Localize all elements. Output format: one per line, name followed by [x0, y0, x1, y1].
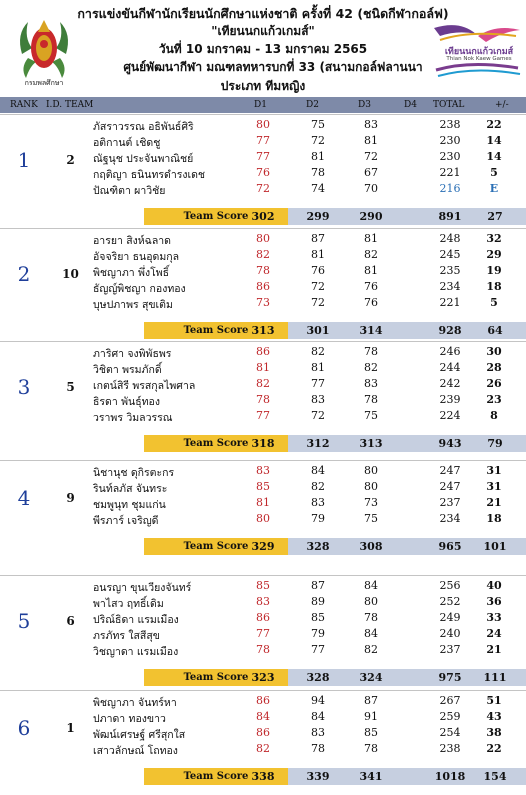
score-d1: 86 — [256, 345, 270, 358]
team-score-row — [93, 669, 526, 686]
score-d2: 87 — [311, 232, 325, 245]
player-row — [93, 294, 526, 310]
player-row — [93, 478, 526, 494]
player-name: พิชญาภา พึ่งโพธิ์ — [93, 267, 170, 279]
player-name: ภรภัทร ใสสีสุข — [93, 630, 160, 642]
team-score-total: 891 — [438, 210, 462, 223]
player-row — [93, 132, 526, 148]
score-total: 252 — [439, 595, 461, 608]
score-d3: 81 — [364, 264, 378, 277]
score-d3: 84 — [364, 579, 378, 592]
team-score-d1: 302 — [251, 210, 275, 223]
score-d1: 80 — [256, 118, 270, 131]
score-d1: 77 — [256, 134, 270, 147]
score-plusminus: 30 — [486, 345, 502, 358]
score-plusminus: 36 — [486, 595, 502, 608]
team-score-label: Team Score — [144, 669, 288, 686]
page-subtitle: "เทียนนกแก้วเกมส์" — [211, 24, 315, 38]
player-row — [93, 708, 526, 724]
team-score-d3: 341 — [359, 770, 383, 783]
player-name: ปริณ์ธิดา แรมเมือง — [93, 614, 179, 626]
score-d3: 73 — [364, 496, 378, 509]
score-d3: 76 — [364, 296, 378, 309]
score-total: 224 — [439, 409, 461, 422]
score-d3: 75 — [364, 512, 378, 525]
score-d3: 82 — [364, 643, 378, 656]
player-row — [93, 510, 526, 526]
score-d1: 77 — [256, 627, 270, 640]
player-name: ธิรดา พันธุ์ทอง — [93, 396, 160, 408]
col-plusminus: +/- — [495, 100, 509, 110]
score-d3: 81 — [364, 232, 378, 245]
team-score-bar — [251, 435, 526, 452]
team-score-plusminus: 64 — [487, 324, 503, 337]
score-d3: 75 — [364, 409, 378, 422]
team-score-d2: 328 — [306, 540, 330, 553]
score-d2: 94 — [311, 694, 325, 707]
team-score-d3: 290 — [359, 210, 383, 223]
team-score-d2: 328 — [306, 671, 330, 684]
score-plusminus: 18 — [486, 512, 502, 525]
team-score-total: 975 — [438, 671, 462, 684]
team-score-total: 943 — [438, 437, 462, 450]
team-score-label: Team Score — [144, 322, 288, 339]
player-row — [93, 148, 526, 164]
score-d3: 91 — [364, 710, 378, 723]
score-d3: 78 — [364, 611, 378, 624]
score-plusminus: 51 — [486, 694, 502, 707]
team-score-label: Team Score — [144, 538, 288, 555]
team-score-d2: 301 — [306, 324, 330, 337]
score-total: 237 — [439, 643, 461, 656]
team-score-plusminus: 27 — [487, 210, 503, 223]
score-d1: 80 — [256, 512, 270, 525]
score-total: 221 — [439, 296, 461, 309]
team-id: 2 — [66, 153, 75, 167]
score-plusminus: 33 — [486, 611, 502, 624]
player-row — [93, 593, 526, 609]
score-plusminus: 43 — [486, 710, 502, 723]
team-score-bar — [251, 669, 526, 686]
score-d2: 85 — [311, 611, 325, 624]
right-logo-text: เทียนนกแก้วเกมส์ — [444, 47, 514, 57]
team-rank: 6 — [17, 716, 31, 740]
score-total: 249 — [439, 611, 461, 624]
team-score-label: Team Score — [144, 768, 288, 785]
score-d2: 81 — [311, 150, 325, 163]
team-score-bar — [251, 768, 526, 785]
score-d2: 78 — [311, 742, 325, 755]
score-d2: 75 — [311, 118, 325, 131]
team-score-row — [93, 322, 526, 339]
score-d2: 72 — [311, 296, 325, 309]
team-id: 9 — [66, 491, 75, 505]
score-d1: 86 — [256, 280, 270, 293]
score-plusminus: 5 — [490, 166, 498, 179]
score-d3: 78 — [364, 742, 378, 755]
score-total: 247 — [439, 464, 461, 477]
team-score-bar — [251, 322, 526, 339]
score-d3: 76 — [364, 280, 378, 293]
team-score-bar — [251, 538, 526, 555]
player-row — [93, 641, 526, 657]
team-score-d2: 312 — [306, 437, 330, 450]
score-d2: 84 — [311, 464, 325, 477]
score-total: 245 — [439, 248, 461, 261]
score-total: 246 — [439, 345, 461, 358]
score-plusminus: 31 — [486, 464, 502, 477]
left-logo-text: กรมพลศึกษา — [24, 79, 64, 87]
player-name: ชมพูนุท ชุมแก่น — [93, 499, 166, 511]
score-d3: 82 — [364, 361, 378, 374]
team-score-bar — [251, 208, 526, 225]
score-d2: 89 — [311, 595, 325, 608]
team-score-d3: 313 — [359, 437, 383, 450]
team-score-plusminus: 79 — [487, 437, 503, 450]
team-score-row — [93, 768, 526, 785]
player-name: ปัณฑิตา ผาวิชัย — [93, 185, 166, 197]
score-plusminus: 14 — [486, 150, 502, 163]
score-total: 237 — [439, 496, 461, 509]
score-plusminus: 24 — [486, 627, 502, 640]
team-score-label: Team Score — [144, 208, 288, 225]
team-score-d1: 318 — [251, 437, 275, 450]
player-row — [93, 164, 526, 180]
score-d1: 85 — [256, 480, 270, 493]
score-total: 247 — [439, 480, 461, 493]
col-id-team: I.D. TEAM — [46, 100, 94, 110]
score-d3: 87 — [364, 694, 378, 707]
page-header — [0, 0, 526, 97]
team-score-row — [93, 208, 526, 225]
score-d2: 77 — [311, 643, 325, 656]
score-d3: 83 — [364, 377, 378, 390]
player-row — [93, 391, 526, 407]
score-d2: 83 — [311, 393, 325, 406]
player-name: วิชญาดา แรมเมือง — [93, 646, 179, 658]
score-d3: 67 — [364, 166, 378, 179]
score-plusminus: 31 — [486, 480, 502, 493]
team-score-plusminus: 101 — [483, 540, 507, 553]
event-category: ประเภท ทีมหญิง — [220, 79, 306, 93]
score-d2: 81 — [311, 248, 325, 261]
score-d3: 80 — [364, 464, 378, 477]
player-name: พิชญาภา จันทร์หา — [93, 697, 177, 709]
score-total: 244 — [439, 361, 461, 374]
player-row — [93, 278, 526, 294]
player-name: ธัญญ์พิชญา กองทอง — [93, 283, 186, 295]
score-plusminus: 5 — [490, 296, 498, 309]
team-score-d1: 338 — [251, 770, 275, 783]
score-plusminus: 28 — [486, 361, 502, 374]
score-d2: 72 — [311, 280, 325, 293]
col-total: TOTAL — [433, 100, 465, 110]
player-name: พาไสว ฤทธิ์เดิม — [93, 598, 164, 610]
right-logo — [430, 22, 524, 82]
score-d1: 82 — [256, 742, 270, 755]
score-total: 216 — [439, 182, 461, 195]
score-d2: 79 — [311, 512, 325, 525]
score-total: 248 — [439, 232, 461, 245]
event-venue: ศูนย์พัฒนากีฬา มณฑลทหารบกที่ 33 (สนามกอล์ฟลานนา — [123, 60, 423, 74]
player-name: นิชานุช ดุกิรตะกร — [93, 467, 175, 479]
player-row — [93, 577, 526, 593]
score-plusminus: 23 — [486, 393, 502, 406]
player-name: อารยา สิงห์ฉลาด — [93, 235, 171, 247]
score-d3: 70 — [364, 182, 378, 195]
col-d3: D3 — [358, 100, 371, 110]
col-rank: RANK — [10, 100, 38, 110]
score-d1: 78 — [256, 393, 270, 406]
score-total: 242 — [439, 377, 461, 390]
score-d3: 78 — [364, 393, 378, 406]
score-plusminus: 32 — [486, 232, 502, 245]
team-rank: 2 — [17, 262, 31, 286]
player-name: อัจจริยา ธนอุดมกุล — [93, 251, 180, 263]
player-name: พีรภาร์ เจริญดี — [93, 515, 159, 527]
team-score-row — [93, 538, 526, 555]
score-d1: 84 — [256, 710, 270, 723]
score-d3: 81 — [364, 134, 378, 147]
score-total: 234 — [439, 280, 461, 293]
player-name: กฤติญา ธนินทรดำรงเดช — [93, 169, 206, 181]
score-plusminus: 19 — [486, 264, 502, 277]
score-d3: 85 — [364, 726, 378, 739]
score-d3: 78 — [364, 345, 378, 358]
score-d1: 78 — [256, 643, 270, 656]
team-rank: 5 — [17, 609, 31, 633]
score-d1: 81 — [256, 496, 270, 509]
player-name: อติกานต์ เชิดชู — [93, 137, 161, 149]
score-total: 234 — [439, 512, 461, 525]
team-score-total: 1018 — [434, 770, 466, 783]
score-total: 230 — [439, 134, 461, 147]
score-d3: 72 — [364, 150, 378, 163]
player-row — [93, 462, 526, 478]
score-plusminus: E — [489, 182, 499, 195]
score-plusminus: 14 — [486, 134, 502, 147]
score-plusminus: 26 — [486, 377, 502, 390]
col-d2: D2 — [306, 100, 319, 110]
player-row — [93, 692, 526, 708]
team-id: 1 — [66, 721, 75, 735]
score-d1: 78 — [256, 264, 270, 277]
player-name: วราพร วิมลวรรณ — [93, 412, 173, 424]
player-name: ภาริศา จงพิพัธพร — [93, 348, 172, 360]
score-plusminus: 22 — [486, 742, 502, 755]
player-row — [93, 230, 526, 246]
team-rank: 3 — [17, 375, 31, 399]
score-d2: 74 — [311, 182, 325, 195]
player-row — [93, 180, 526, 196]
team-score-d1: 313 — [251, 324, 275, 337]
score-d1: 72 — [256, 182, 270, 195]
score-plusminus: 8 — [490, 409, 498, 422]
col-d4: D4 — [404, 100, 417, 110]
player-row — [93, 625, 526, 641]
score-d1: 76 — [256, 166, 270, 179]
column-header-bar — [0, 97, 526, 113]
score-d3: 83 — [364, 118, 378, 131]
player-row — [93, 343, 526, 359]
score-d2: 79 — [311, 627, 325, 640]
player-name: วิชิตา พรมภักดิ์ — [93, 364, 162, 376]
team-score-label: Team Score — [144, 435, 288, 452]
player-row — [93, 246, 526, 262]
score-total: 235 — [439, 264, 461, 277]
player-row — [93, 724, 526, 740]
score-total: 239 — [439, 393, 461, 406]
score-d1: 73 — [256, 296, 270, 309]
score-d1: 85 — [256, 579, 270, 592]
score-d1: 86 — [256, 694, 270, 707]
score-d1: 83 — [256, 595, 270, 608]
score-d1: 81 — [256, 361, 270, 374]
score-total: 240 — [439, 627, 461, 640]
score-plusminus: 21 — [486, 496, 502, 509]
score-plusminus: 29 — [486, 248, 502, 261]
score-total: 230 — [439, 150, 461, 163]
score-d2: 76 — [311, 264, 325, 277]
score-d2: 84 — [311, 710, 325, 723]
score-total: 238 — [439, 742, 461, 755]
team-rank: 4 — [17, 486, 31, 510]
event-dates: วันที่ 10 มกราคม - 13 มกราคม 2565 — [158, 42, 368, 56]
score-d1: 83 — [256, 464, 270, 477]
score-d2: 78 — [311, 166, 325, 179]
player-row — [93, 609, 526, 625]
right-logo-subtext: Thian Nok Kaew Games — [446, 56, 512, 62]
player-name: พัฒน์เศรษฐ์ ศรีสุกใส — [93, 729, 186, 741]
score-plusminus: 21 — [486, 643, 502, 656]
score-d2: 82 — [311, 480, 325, 493]
player-row — [93, 359, 526, 375]
team-score-d3: 308 — [359, 540, 383, 553]
score-d1: 82 — [256, 248, 270, 261]
player-row — [93, 262, 526, 278]
score-d2: 72 — [311, 409, 325, 422]
player-name: อนรญา ขุนเวียงจันทร์ — [93, 582, 192, 594]
team-score-plusminus: 154 — [483, 770, 507, 783]
player-row — [93, 407, 526, 423]
score-total: 238 — [439, 118, 461, 131]
score-total: 259 — [439, 710, 461, 723]
score-d2: 82 — [311, 345, 325, 358]
team-id: 10 — [62, 267, 79, 281]
score-total: 267 — [439, 694, 461, 707]
player-name: รินท์ลภัส จันทระ — [93, 483, 168, 495]
team-score-d1: 329 — [251, 540, 275, 553]
score-total: 221 — [439, 166, 461, 179]
score-d2: 77 — [311, 377, 325, 390]
score-d1: 77 — [256, 409, 270, 422]
score-d1: 80 — [256, 232, 270, 245]
player-name: ณัฐนุช ประจันพาณิชย์ — [93, 153, 194, 165]
team-score-d3: 324 — [359, 671, 383, 684]
team-score-total: 928 — [438, 324, 462, 337]
score-d2: 81 — [311, 361, 325, 374]
player-row — [93, 375, 526, 391]
team-score-d2: 299 — [306, 210, 330, 223]
score-total: 254 — [439, 726, 461, 739]
player-row — [93, 116, 526, 132]
team-score-total: 965 — [438, 540, 462, 553]
score-plusminus: 18 — [486, 280, 502, 293]
player-row — [93, 494, 526, 510]
player-name: ภัสราวรรณ อธิพันธ์ศิริ — [93, 121, 194, 133]
team-score-d2: 339 — [306, 770, 330, 783]
score-d2: 83 — [311, 726, 325, 739]
score-d2: 83 — [311, 496, 325, 509]
team-score-row — [93, 435, 526, 452]
team-score-d3: 314 — [359, 324, 383, 337]
score-plusminus: 22 — [486, 118, 502, 131]
team-rank: 1 — [17, 148, 31, 172]
score-plusminus: 38 — [486, 726, 502, 739]
score-d2: 72 — [311, 134, 325, 147]
player-name: บุษปภาพร สุขเติม — [93, 299, 173, 311]
score-d1: 86 — [256, 611, 270, 624]
player-name: ปภาดา ทองขาว — [93, 713, 166, 725]
score-d1: 86 — [256, 726, 270, 739]
team-score-d1: 323 — [251, 671, 275, 684]
score-d1: 82 — [256, 377, 270, 390]
team-id: 5 — [66, 380, 75, 394]
score-d3: 84 — [364, 627, 378, 640]
team-score-plusminus: 111 — [483, 671, 507, 684]
team-id: 6 — [66, 614, 75, 628]
score-plusminus: 40 — [486, 579, 502, 592]
score-total: 256 — [439, 579, 461, 592]
score-d2: 87 — [311, 579, 325, 592]
score-d1: 77 — [256, 150, 270, 163]
col-d1: D1 — [254, 100, 267, 110]
player-name: เสาวลักษณ์ โถทอง — [93, 745, 178, 757]
page-title: การแข่งขันกีฬานักเรียนนักศึกษาแห่งชาติ ครั้งที่ 42 (ชนิดกีฬากอล์ฟ) — [77, 6, 449, 21]
player-row — [93, 740, 526, 756]
score-d3: 80 — [364, 595, 378, 608]
score-d3: 82 — [364, 248, 378, 261]
score-d3: 80 — [364, 480, 378, 493]
player-name: เกตน์สิรี พรสกุลไพศาล — [93, 380, 196, 392]
